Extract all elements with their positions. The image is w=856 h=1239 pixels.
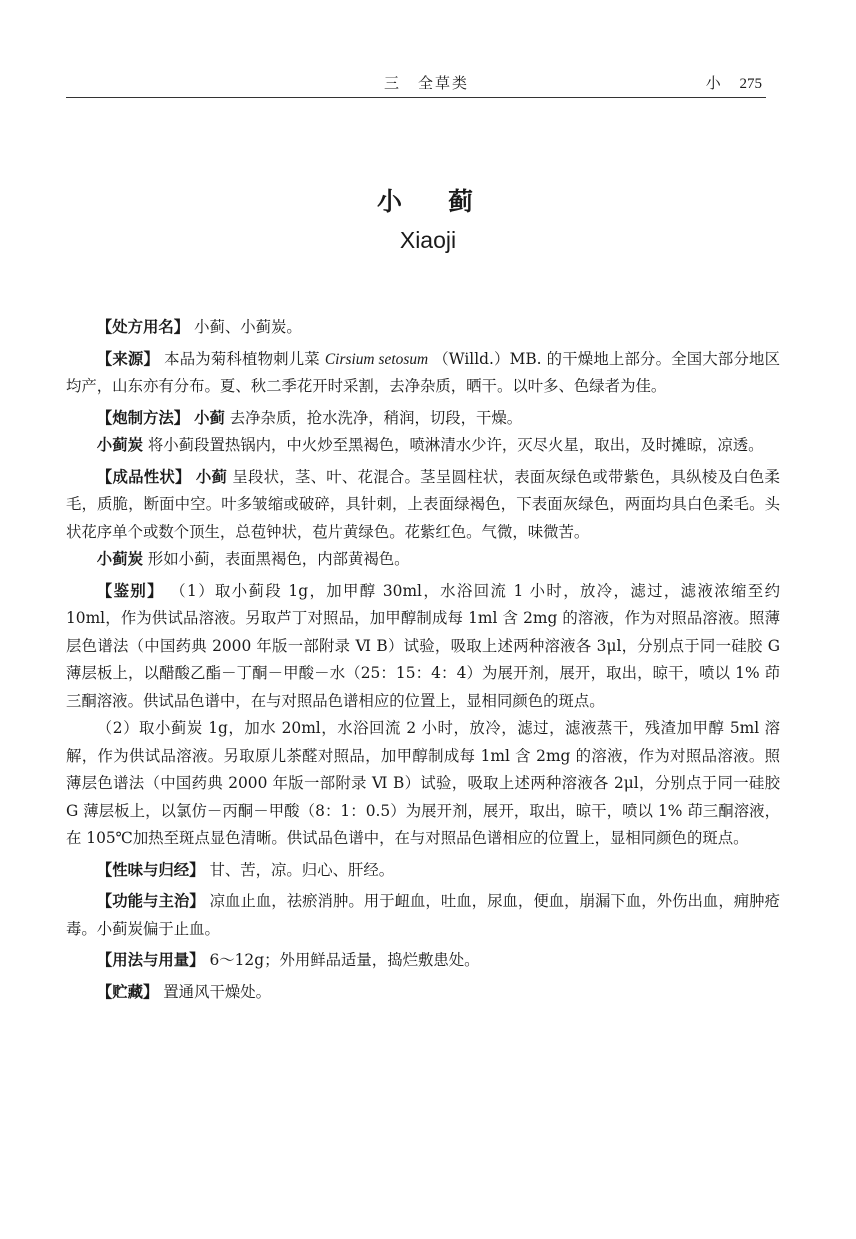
section-title: 三 全草类 (384, 74, 470, 92)
prescription-names-label: 【处方用名】 (96, 318, 190, 336)
source-text-b: （Willd.）MB. 的干燥地上部分。全国大部分地区均产，山东亦有分布。夏、秋二季花开时采割，去净杂质，晒干。以叶多、色绿者为佳。 (66, 349, 780, 395)
properties-label: 【性味与归经】 (96, 860, 205, 879)
processing-text-xiaoji: 去净杂质，抢水洗净，稍润，切段，干燥。 (229, 408, 523, 427)
prescription-names-text: 小蓟、小蓟炭。 (194, 318, 302, 336)
herb-index-char: 小 (705, 76, 721, 92)
identification-text-2: （2）取小蓟炭 1g，加水 20ml，水浴回流 2 小时，放冷，滤过，滤液蒸干，残渣加甲醇 5ml 溶解，作为供试品溶液。另取原儿茶醛对照品，加甲醇制成每 1ml 含 2mg 的溶液，作为对照品溶液。照薄层色谱法（中国药典 2000 年版一部附录 Ⅵ B）试验，吸取上述两种溶液各 2μl，分别点于同一硅胶 G 薄层板上，以氯仿－丙酮－甲酸（8：1：0.5）为展开剂，展开，取出，晾干，喷以 1% 茚三酮溶液，在 105℃加热至斑点显色清晰。供试品色谱中，在与对照品色谱相应的位置上，显相同颜色的斑点。 (66, 719, 780, 847)
storage-text: 置通风干燥处。 (163, 982, 272, 1001)
header-rule (66, 97, 766, 98)
source-latin-name: Cirsium setosum (324, 350, 429, 368)
processing-paragraph (66, 405, 780, 433)
characteristics-label: 【成品性状】 (96, 467, 191, 486)
identification-paragraph-2 (66, 715, 780, 853)
characteristics-sub-xiaoji: 小蓟 (195, 467, 228, 486)
characteristics-text-xiaoji: 呈段状，茎、叶、花混合。茎呈圆柱状，表面灰绿色或带紫色，具纵棱及白色柔毛，质脆，断面中空。叶多皱缩或破碎，具针刺，上表面绿褐色，下表面灰绿色，两面均具白色柔毛。头状花序单个或数个顶生，总苞钟状，苞片黄绿色。花紫红色。气微，味微苦。 (66, 467, 780, 541)
functions-paragraph (66, 888, 780, 943)
header-right (692, 72, 762, 93)
running-header (66, 72, 766, 94)
dosage-paragraph (66, 947, 780, 975)
source-text-a: 本品为菊科植物刺儿菜 (164, 349, 320, 368)
dosage-label: 【用法与用量】 (96, 951, 205, 969)
characteristics-charcoal-paragraph (66, 546, 780, 574)
functions-text: 凉血止血，祛瘀消肿。用于衄血，吐血，尿血，便血，崩漏下血，外伤出血，痈肿疮毒。小蓟炭偏于止血。 (66, 892, 780, 938)
processing-charcoal-paragraph (66, 432, 780, 460)
herb-pinyin: Xiaoji (399, 227, 457, 253)
properties-paragraph (66, 857, 780, 885)
page-number: 275 (739, 76, 762, 92)
characteristics-paragraph (66, 464, 780, 547)
monograph-body (66, 314, 780, 1010)
processing-label: 【炮制方法】 (96, 408, 190, 427)
herb-title: 小蓟 (376, 187, 519, 216)
processing-text-charcoal: 将小蓟段置热锅内，中火炒至黑褐色，喷淋清水少许，灭尽火星，取出，及时摊晾，凉透。 (147, 436, 764, 454)
dosage-text: 6～12g；外用鲜品适量，捣烂敷患处。 (209, 951, 480, 969)
processing-sub-xiaoji: 小蓟 (194, 408, 225, 427)
storage-paragraph (66, 979, 780, 1007)
characteristics-text-charcoal: 形如小蓟，表面黑褐色，内部黄褐色。 (147, 550, 410, 568)
source-paragraph (66, 346, 780, 401)
identification-paragraph-1 (66, 578, 780, 716)
functions-label: 【功能与主治】 (96, 892, 205, 910)
identification-label: 【鉴别】 (96, 581, 164, 600)
characteristics-sub-charcoal: 小蓟炭 (96, 550, 143, 568)
properties-text: 甘、苦，凉。归心、肝经。 (209, 860, 395, 879)
identification-text-1: （1）取小蓟段 1g，加甲醇 30ml，水浴回流 1 小时，放冷，滤过，滤液浓缩至约 10ml，作为供试品溶液。另取芦丁对照品，加甲醇制成每 1ml 含 2mg 的溶液，作为对照品溶液。照薄层色谱法（中国药典 2000 年版一部附录 Ⅵ B）试验，吸取上述两种溶液各 3μl，分别点于同一硅胶 G 薄层板上，以醋酸乙酯－丁酮－甲酸－水（25：15：4：4）为展开剂，展开，取出，晾干，喷以 1% 茚三酮溶液。供试品色谱中，在与对照品色谱相应的位置上，显相同颜色的斑点。 (66, 581, 780, 710)
source-label: 【来源】 (96, 349, 160, 368)
processing-sub-charcoal: 小蓟炭 (96, 436, 143, 454)
prescription-names-paragraph (66, 314, 780, 342)
storage-label: 【贮藏】 (96, 982, 159, 1001)
